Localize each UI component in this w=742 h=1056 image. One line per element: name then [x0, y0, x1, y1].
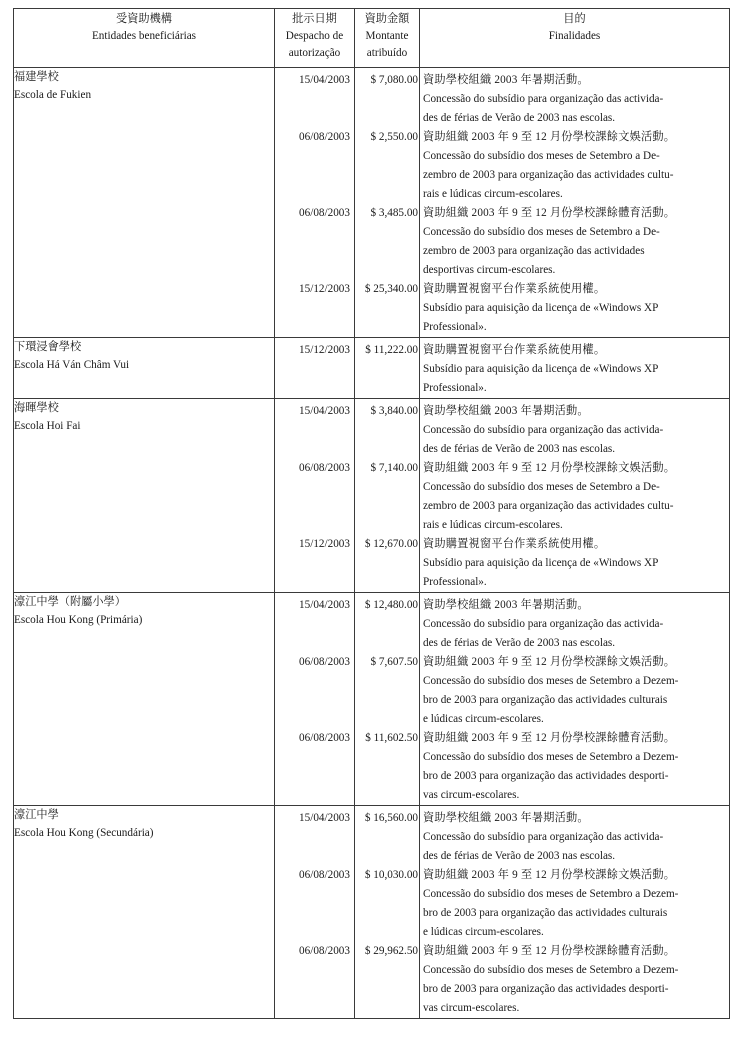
purpose-line-pt: Concessão do subsídio dos meses de Setembro a De-: [423, 226, 660, 238]
purpose-line-zh: 資助學校組織 2003 年暑期活動。: [423, 599, 589, 611]
amount-cell: [355, 338, 420, 399]
purpose-line-pt: Professional».: [423, 382, 487, 394]
grant-date: 06/08/2003: [299, 207, 350, 219]
grant-date: 06/08/2003: [299, 462, 350, 474]
purpose-line-pt: Concessão do subsídio dos meses de Setembro a De-: [423, 150, 660, 162]
date-cell: [275, 399, 355, 593]
grant-amount: $ 7,080.00: [370, 74, 418, 86]
institution-name-zh: 福建學校: [14, 71, 59, 83]
grant-amount: $ 12,670.00: [364, 538, 418, 550]
purpose-line-pt: Subsídio para aquisição da licença de «Windows XP: [423, 302, 659, 314]
amount-cell: [355, 399, 420, 593]
grant-date: 06/08/2003: [299, 869, 350, 881]
grant-amount: $ 3,485.00: [370, 207, 418, 219]
finalidade-cell: [420, 806, 730, 1019]
amount-cell: [355, 593, 420, 806]
purpose-line-pt: Concessão do subsídio dos meses de Setembro a De-: [423, 481, 660, 493]
purpose-line-pt: des de férias de Verão de 2003 nas escolas.: [423, 850, 616, 862]
purpose-line-pt: vas circum-escolares.: [423, 1002, 520, 1014]
institution-name-zh: 海暉學校: [14, 402, 59, 414]
grant-date: 15/04/2003: [299, 599, 350, 611]
institution-name-pt: Escola Hoi Fai: [14, 420, 81, 432]
purpose-line-pt: Concessão do subsídio dos meses de Setembro a Dezem-: [423, 751, 679, 763]
grant-purpose: [423, 809, 729, 866]
purpose-line-zh: 資助組織 2003 年 9 至 12 月份學校課餘文娛活動。: [423, 131, 676, 143]
finalidade-cell: [420, 399, 730, 593]
grant-amount: $ 25,340.00: [364, 283, 418, 295]
grant-purpose: [423, 204, 729, 280]
amount-cell: [355, 806, 420, 1019]
grant-date: 06/08/2003: [299, 732, 350, 744]
purpose-line-pt: bro de 2003 para organização das actividades desporti-: [423, 983, 669, 995]
purpose-line-pt: desportivas circum-escolares.: [423, 264, 556, 276]
institution-name-zh: 下環浸會學校: [14, 341, 82, 353]
purpose-line-pt: Concessão do subsídio para organização das activida-: [423, 93, 664, 105]
purpose-line-pt: e lúdicas circum-escolares.: [423, 713, 544, 725]
purpose-line-zh: 資助組織 2003 年 9 至 12 月份學校課餘文娛活動。: [423, 869, 676, 881]
institution-name-pt: Escola de Fukien: [14, 89, 92, 101]
amount-cell: [355, 68, 420, 338]
purpose-line-zh: 資助購置視窗平台作業系統使用權。: [423, 538, 606, 550]
header-montante-pt1: Montante: [365, 30, 409, 42]
grant-date: 15/04/2003: [299, 405, 350, 417]
header-despacho: [275, 9, 355, 68]
purpose-line-pt: Concessão do subsídio dos meses de Setembro a Dezem-: [423, 964, 679, 976]
purpose-line-zh: 資助學校組織 2003 年暑期活動。: [423, 812, 589, 824]
grant-amount: $ 7,140.00: [370, 462, 418, 474]
purpose-line-pt: Concessão do subsídio para organização das activida-: [423, 618, 664, 630]
purpose-line-pt: Concessão do subsídio para organização das activida-: [423, 424, 664, 436]
finalidade-cell: [420, 338, 730, 399]
institution-name-cell: [14, 806, 275, 1019]
grant-amount: $ 11,602.50: [365, 732, 418, 744]
purpose-line-zh: 資助學校組織 2003 年暑期活動。: [423, 405, 589, 417]
header-finalidades: [420, 9, 730, 68]
grant-purpose: [423, 280, 729, 337]
header-montante-pt2: atribuído: [366, 47, 408, 59]
date-cell: [275, 806, 355, 1019]
grant-purpose: [423, 459, 729, 535]
purpose-line-pt: zembro de 2003 para organização das actividades cultu-: [423, 169, 674, 181]
grant-purpose: [423, 402, 729, 459]
header-finalidades-zh: 目的: [563, 13, 586, 25]
grant-date: 15/04/2003: [299, 812, 350, 824]
grant-purpose: [423, 596, 729, 653]
purpose-line-pt: e lúdicas circum-escolares.: [423, 926, 544, 938]
purpose-line-pt: zembro de 2003 para organização das actividades: [423, 245, 645, 257]
institution-row: [14, 399, 730, 593]
purpose-line-pt: bro de 2003 para organização das actividades culturais: [423, 694, 668, 706]
purpose-line-zh: 資助學校組織 2003 年暑期活動。: [423, 74, 589, 86]
grant-amount: $ 16,560.00: [364, 812, 418, 824]
grant-amount: $ 29,962.50: [364, 945, 418, 957]
header-finalidades-pt: Finalidades: [548, 30, 601, 42]
purpose-line-pt: des de férias de Verão de 2003 nas escolas.: [423, 637, 616, 649]
date-cell: [275, 593, 355, 806]
grant-amount: $ 2,550.00: [370, 131, 418, 143]
grant-date: 06/08/2003: [299, 131, 350, 143]
purpose-line-pt: Subsídio para aquisição da licença de «Windows XP: [423, 557, 659, 569]
institution-name-zh: 濠江中學: [14, 809, 59, 821]
grant-purpose: [423, 535, 729, 592]
institution-name-pt: Escola Hou Kong (Primária): [14, 614, 143, 626]
grant-amount: $ 3,840.00: [370, 405, 418, 417]
grant-purpose: [423, 71, 729, 128]
institution-row: [14, 593, 730, 806]
institution-name-zh: 濠江中學（附屬小學）: [14, 596, 126, 608]
purpose-line-zh: 資助組織 2003 年 9 至 12 月份學校課餘體育活動。: [423, 207, 676, 219]
grant-date: 06/08/2003: [299, 945, 350, 957]
header-montante: [355, 9, 420, 68]
purpose-line-pt: Concessão do subsídio para organização das activida-: [423, 831, 664, 843]
grant-purpose: [423, 653, 729, 729]
header-montante-zh: 資助金額: [364, 13, 410, 25]
purpose-line-zh: 資助購置視窗平台作業系統使用權。: [423, 283, 606, 295]
grant-date: 15/04/2003: [299, 74, 350, 86]
date-cell: [275, 338, 355, 399]
purpose-line-pt: Professional».: [423, 576, 487, 588]
institution-name-pt: Escola Há Ván Châm Vui: [14, 359, 130, 371]
grant-amount: $ 11,222.00: [365, 344, 418, 356]
grant-date: 15/12/2003: [299, 344, 350, 356]
header-despacho-zh: 批示日期: [292, 13, 337, 25]
purpose-line-pt: Concessão do subsídio dos meses de Setembro a Dezem-: [423, 675, 679, 687]
institution-name-cell: [14, 593, 275, 806]
purpose-line-pt: vas circum-escolares.: [423, 789, 520, 801]
grants-table: [13, 8, 730, 1019]
header-despacho-pt1: Despacho de: [285, 30, 344, 42]
grant-date: 06/08/2003: [299, 656, 350, 668]
grant-purpose: [423, 729, 729, 805]
grant-date: 15/12/2003: [299, 538, 350, 550]
purpose-line-zh: 資助組織 2003 年 9 至 12 月份學校課餘文娛活動。: [423, 462, 676, 474]
purpose-line-pt: Professional».: [423, 321, 487, 333]
header-entidades: [14, 9, 275, 68]
purpose-line-pt: des de férias de Verão de 2003 nas escolas.: [423, 443, 616, 455]
institution-name-cell: [14, 399, 275, 593]
purpose-line-pt: bro de 2003 para organização das actividades culturais: [423, 907, 668, 919]
institution-name-pt: Escola Hou Kong (Secundária): [14, 827, 154, 839]
header-row: [14, 9, 730, 68]
institution-row: [14, 68, 730, 338]
purpose-line-pt: des de férias de Verão de 2003 nas escolas.: [423, 112, 616, 124]
purpose-line-zh: 資助組織 2003 年 9 至 12 月份學校課餘文娛活動。: [423, 656, 676, 668]
institution-row: [14, 806, 730, 1019]
purpose-line-pt: Concessão do subsídio dos meses de Setembro a Dezem-: [423, 888, 679, 900]
institution-row: [14, 338, 730, 399]
header-entidades-pt: Entidades beneficiárias: [91, 30, 197, 42]
purpose-line-pt: rais e lúdicas circum-escolares.: [423, 519, 563, 531]
header-entidades-zh: 受資助機構: [116, 13, 172, 25]
grant-date: 15/12/2003: [299, 283, 350, 295]
purpose-line-zh: 資助組織 2003 年 9 至 12 月份學校課餘體育活動。: [423, 945, 676, 957]
purpose-line-pt: zembro de 2003 para organização das actividades cultu-: [423, 500, 674, 512]
institution-name-cell: [14, 338, 275, 399]
purpose-line-pt: bro de 2003 para organização das actividades desporti-: [423, 770, 669, 782]
finalidade-cell: [420, 593, 730, 806]
grant-amount: $ 12,480.00: [364, 599, 418, 611]
purpose-line-pt: rais e lúdicas circum-escolares.: [423, 188, 563, 200]
grant-purpose: [423, 341, 729, 398]
grant-purpose: [423, 942, 729, 1018]
purpose-line-zh: 資助組織 2003 年 9 至 12 月份學校課餘體育活動。: [423, 732, 676, 744]
purpose-line-pt: Subsídio para aquisição da licença de «Windows XP: [423, 363, 659, 375]
grant-amount: $ 10,030.00: [364, 869, 418, 881]
date-cell: [275, 68, 355, 338]
grant-purpose: [423, 866, 729, 942]
institution-name-cell: [14, 68, 275, 338]
grant-purpose: [423, 128, 729, 204]
finalidade-cell: [420, 68, 730, 338]
grant-amount: $ 7,607.50: [370, 656, 418, 668]
header-despacho-pt2: autorização: [288, 47, 341, 59]
purpose-line-zh: 資助購置視窗平台作業系統使用權。: [423, 344, 606, 356]
